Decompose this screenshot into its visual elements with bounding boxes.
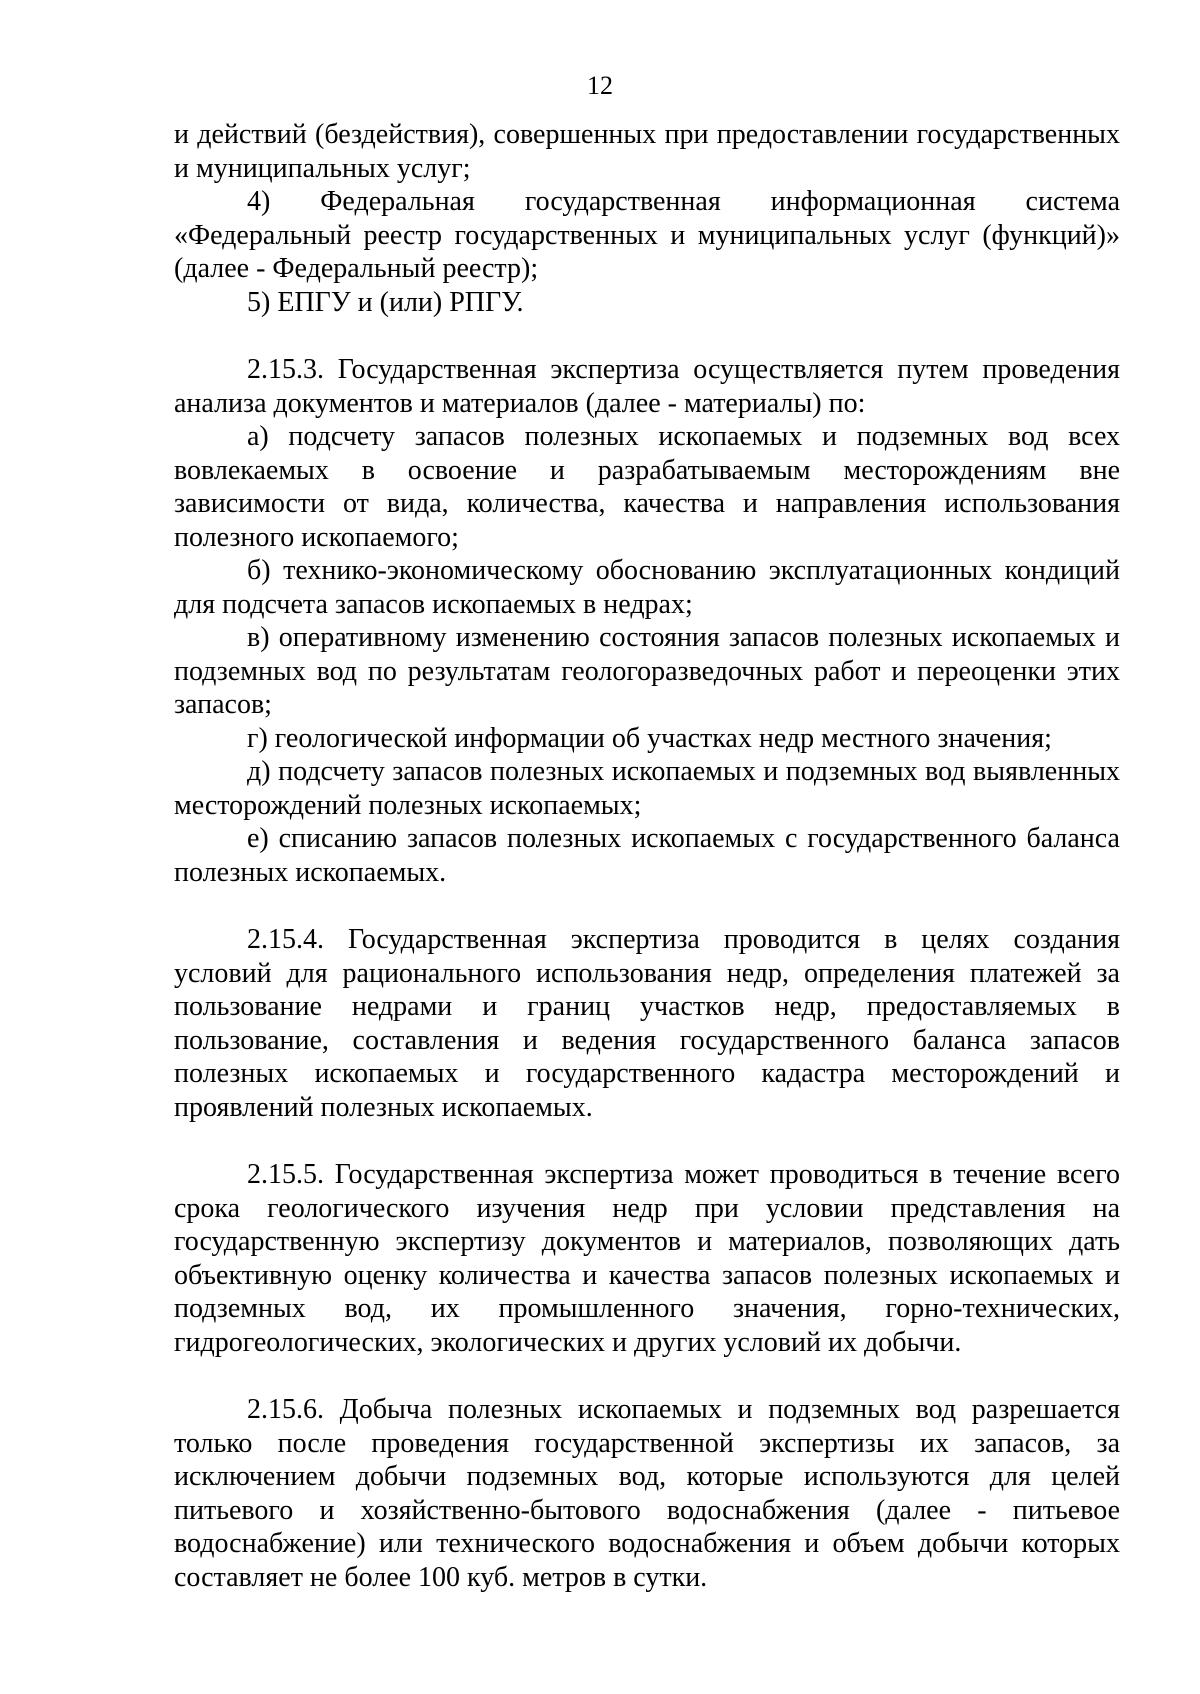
- paragraph-continuation: и действий (бездействия), совершенных при предоставлении государственных и муниципальных услуг;: [174, 119, 1120, 184]
- list-item-d: д) подсчету запасов полезных ископаемых и подземных вод выявленных месторождений полезных ископаемых;: [174, 756, 1120, 821]
- document-body: [174, 118, 1120, 1594]
- paragraph-gap: [174, 319, 1120, 353]
- paragraph-gap: [174, 889, 1120, 923]
- list-item-4: 4) Федеральная государственная информационная система «Федеральный реестр государственных и муниципальных услуг (функций)» (далее - Федеральный реестр);: [174, 186, 1120, 284]
- paragraph-gap: [174, 1359, 1120, 1393]
- paragraph-gap: [174, 1124, 1120, 1158]
- section-2-15-6: 2.15.6. Добыча полезных ископаемых и подземных вод разрешается только после проведения государственной экспертизы их запасов, за исключением добычи подземных вод, которые используются для целей питьевого и хозяйственно-бытового водоснабжения (далее - питьевое водоснабжение) или технического водоснабжения и объем добычи которых составляет не более 100 куб. метров в сутки.: [174, 1394, 1120, 1593]
- section-2-15-4: 2.15.4. Государственная экспертиза проводится в целях создания условий для рационального использования недр, определения платежей за пользование недрами и границ участков недр, предоставляемых в пользование, составления и ведения государственного баланса запасов полезных ископаемых и государственного кадастра месторождений и проявлений полезных ископаемых.: [174, 924, 1120, 1123]
- list-item-a: а) подсчету запасов полезных ископаемых и подземных вод всех вовлекаемых в освоение и разрабатываемым месторождениям вне зависимости от вида, количества, качества и направления использования полезного ископаемого;: [174, 421, 1120, 553]
- list-item-v: в) оперативному изменению состояния запасов полезных ископаемых и подземных вод по результатам геологоразведочных работ и переоценки этих запасов;: [174, 622, 1120, 720]
- list-item-b: б) технико-экономическому обоснованию эксплуатационных кондиций для подсчета запасов ископаемых в недрах;: [174, 555, 1120, 620]
- section-2-15-3: 2.15.3. Государственная экспертиза осуществляется путем проведения анализа документов и материалов (далее - материалы) по:: [174, 354, 1120, 419]
- list-item-e: е) списанию запасов полезных ископаемых с государственного баланса полезных ископаемых.: [174, 823, 1120, 888]
- list-item-5: 5) ЕПГУ и (или) РПГУ.: [247, 286, 524, 318]
- list-item-g: г) геологической информации об участках недр местного значения;: [247, 722, 1052, 754]
- section-2-15-5: 2.15.5. Государственная экспертиза может проводиться в течение всего срока геологического изучения недр при условии представления на государственную экспертизу документов и материалов, позволяющих дать объективную оценку количества и качества запасов полезных ископаемых и подземных вод, их промышленного значения, горно-технических, гидрогеологических, экологических и других условий их добычи.: [174, 1159, 1120, 1358]
- page-number: 12: [587, 71, 613, 100]
